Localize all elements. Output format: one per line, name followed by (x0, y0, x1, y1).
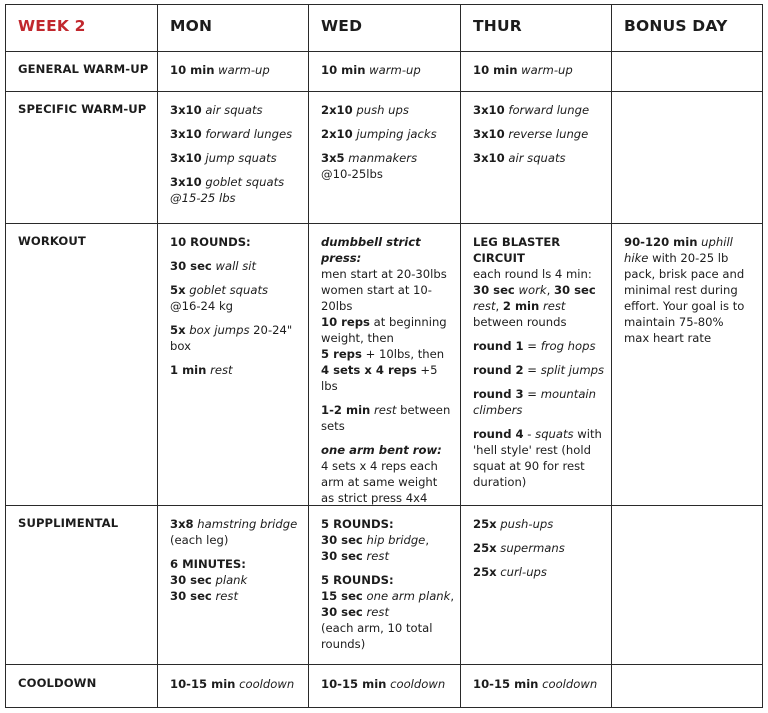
text-run: 90-120 min (624, 235, 698, 249)
cell-paragraph (473, 62, 608, 78)
text-run: press: (321, 251, 362, 265)
cell-supplimental-mon (170, 516, 305, 604)
column-divider (157, 5, 158, 707)
text-run: air squats (504, 151, 566, 165)
cell-paragraph (321, 234, 456, 394)
text-run: - (523, 427, 536, 441)
cell-paragraph (170, 282, 305, 314)
text-run: box jumps (185, 323, 250, 337)
text-run: women start at 10- (321, 283, 432, 297)
cell-paragraph (473, 126, 608, 142)
text-run: push ups (352, 103, 409, 117)
cell-workout-wed (321, 234, 456, 506)
cell-paragraph (170, 234, 305, 250)
text-run: 10 reps (321, 315, 370, 329)
text-run: sets (321, 419, 345, 433)
text-run: rest (362, 549, 389, 563)
text-run: push-ups (496, 517, 554, 531)
cell-paragraph (473, 102, 608, 118)
text-run: reverse lunge (504, 127, 589, 141)
text-run: minimal rest during (624, 283, 738, 297)
text-run: 5 reps (321, 347, 362, 361)
text-run: dumbbell strict (321, 235, 421, 249)
row-divider (6, 91, 762, 92)
row-label-supplimental: SUPPLIMENTAL (18, 516, 119, 530)
text-run: + 10lbs, then (361, 347, 445, 361)
text-run: 4 sets x 4 reps (321, 363, 417, 377)
cell-specific-warmup-thur (473, 102, 608, 166)
text-run: 1-2 min (321, 403, 371, 417)
text-run: squats (535, 427, 574, 441)
row-label-general-warmup: GENERAL WARM-UP (18, 62, 149, 76)
text-run: 5x (170, 323, 186, 337)
cell-paragraph (170, 126, 305, 142)
cell-paragraph (473, 386, 608, 418)
text-run: rest (211, 589, 238, 603)
day-header-wed: WED (321, 17, 363, 35)
cell-paragraph (321, 102, 456, 118)
text-run: 'hell style' rest (hold (473, 443, 591, 457)
text-run: @16-24 kg (170, 299, 234, 313)
cell-paragraph (321, 442, 456, 506)
column-divider (460, 5, 461, 707)
text-run: CIRCUIT (473, 251, 525, 265)
cell-supplimental-thur (473, 516, 608, 580)
text-run: 10 min (170, 63, 215, 77)
cell-paragraph (321, 126, 456, 142)
cell-paragraph (473, 516, 608, 532)
text-run: 3x5 (321, 151, 345, 165)
cell-paragraph (473, 338, 608, 354)
text-run: with 20-25 lb (648, 251, 729, 265)
column-divider (308, 5, 309, 707)
text-run: 30 sec (553, 283, 596, 297)
text-run: 30 sec (170, 259, 212, 273)
text-run: uphill (697, 235, 733, 249)
text-run: warm-up (517, 63, 573, 77)
cell-specific-warmup-wed (321, 102, 456, 182)
text-run: 4 sets x 4 reps each (321, 459, 438, 473)
day-header-thur: THUR (473, 17, 522, 35)
text-run: = (523, 339, 541, 353)
text-run: forward lunges (201, 127, 293, 141)
cell-specific-warmup-mon (170, 102, 305, 206)
text-run: 10-15 min (170, 677, 236, 691)
cell-workout-mon (170, 234, 305, 378)
text-run: manmakers (344, 151, 418, 165)
cell-paragraph (170, 150, 305, 166)
cell-general-warmup-mon (170, 62, 305, 78)
text-run: rest (206, 363, 233, 377)
text-run: LEG BLASTER (473, 235, 561, 249)
text-run: hike (624, 251, 649, 265)
text-run: = (523, 387, 541, 401)
text-run: 25x (473, 541, 497, 555)
text-run: 30 sec (321, 605, 363, 619)
cell-paragraph (170, 62, 305, 78)
text-run: round 4 (473, 427, 524, 441)
text-run: rest (539, 299, 566, 313)
text-run: box (170, 339, 191, 353)
text-run: 2 min (502, 299, 540, 313)
text-run: hamstring bridge (193, 517, 298, 531)
text-run: 3x8 (170, 517, 194, 531)
text-run: 30 sec (321, 533, 363, 547)
text-run: = (523, 363, 541, 377)
cell-paragraph (321, 62, 456, 78)
text-run: work (514, 283, 547, 297)
cell-workout-thur (473, 234, 608, 490)
text-run: 10 ROUNDS: (170, 235, 251, 249)
text-run: hip bridge (362, 533, 426, 547)
text-run: jump squats (201, 151, 277, 165)
text-run: 30 sec (321, 549, 363, 563)
text-run: 30 sec (170, 589, 212, 603)
cell-paragraph (473, 676, 608, 692)
text-run: 20-24" (249, 323, 293, 337)
text-run: @10-25lbs (321, 167, 383, 181)
text-run: @15-25 lbs (170, 191, 236, 205)
text-run: 10 min (321, 63, 366, 77)
cell-workout-bonus (624, 234, 762, 346)
text-run: +5 lbs (321, 363, 438, 393)
text-run: 3x10 (473, 103, 505, 117)
row-divider (6, 664, 762, 665)
text-run: maintain 75-80% (624, 315, 724, 329)
text-run: rest (473, 299, 496, 313)
text-run: round 2 (473, 363, 524, 377)
cell-paragraph (473, 234, 608, 330)
text-run: arm at same weight (321, 475, 438, 489)
cell-paragraph (473, 362, 608, 378)
cell-paragraph (473, 564, 608, 580)
text-run: one arm bent row: (321, 443, 442, 457)
text-run: , (546, 283, 554, 297)
text-run: mountain (540, 387, 596, 401)
text-run: wall sit (211, 259, 257, 273)
text-run: 3x10 (170, 151, 202, 165)
text-run: effort. Your goal is to (624, 299, 745, 313)
column-divider (611, 5, 612, 707)
text-run: cooldown (538, 677, 598, 691)
schedule-table (5, 4, 763, 708)
text-run: cooldown (235, 677, 295, 691)
text-run: 3x10 (473, 127, 505, 141)
cell-paragraph (624, 234, 762, 346)
cell-cooldown-mon (170, 676, 305, 692)
text-run: , (450, 589, 455, 603)
text-run: men start at 20-30lbs (321, 267, 447, 281)
text-run: 30 sec (473, 283, 515, 297)
text-run: plank (211, 573, 248, 587)
text-run: with (573, 427, 602, 441)
row-divider (6, 223, 762, 224)
cell-general-warmup-thur (473, 62, 608, 78)
text-run: one arm plank (362, 589, 451, 603)
cell-cooldown-thur (473, 676, 608, 692)
text-run: split jumps (540, 363, 605, 377)
text-run: as strict press 4x4 (321, 491, 428, 505)
text-run: 3x10 (170, 127, 202, 141)
text-run: 3x10 (473, 151, 505, 165)
text-run: supermans (496, 541, 565, 555)
text-run: (each arm, 10 total (321, 621, 433, 635)
text-run: 10 min (473, 63, 518, 77)
text-run: , (495, 299, 503, 313)
cell-supplimental-wed (321, 516, 456, 652)
text-run: between (396, 403, 451, 417)
cell-paragraph (473, 540, 608, 556)
text-run: 6 MINUTES: (170, 557, 246, 571)
cell-paragraph (170, 322, 305, 354)
text-run: warm-up (214, 63, 270, 77)
text-run: rest (370, 403, 397, 417)
text-run: 3x10 (170, 103, 202, 117)
text-run: air squats (201, 103, 263, 117)
cell-paragraph (170, 102, 305, 118)
text-run: 25x (473, 517, 497, 531)
text-run: round 3 (473, 387, 524, 401)
text-run: 30 sec (170, 573, 212, 587)
text-run: 5 ROUNDS: (321, 517, 394, 531)
cell-paragraph (170, 556, 305, 604)
text-run: 10-15 min (321, 677, 387, 691)
cell-paragraph (473, 150, 608, 166)
cell-paragraph (321, 676, 456, 692)
text-run: squat at 90 for rest (473, 459, 585, 473)
day-header-mon: MON (170, 17, 213, 35)
day-header-bonus: BONUS DAY (624, 17, 728, 35)
text-run: 2x10 (321, 103, 353, 117)
text-run: 5x (170, 283, 186, 297)
cell-paragraph (170, 174, 305, 206)
week-label: WEEK 2 (18, 17, 86, 35)
cell-general-warmup-wed (321, 62, 456, 78)
text-run: goblet squats (185, 283, 269, 297)
text-run: 5 ROUNDS: (321, 573, 394, 587)
text-run: weight, then (321, 331, 394, 345)
cell-paragraph (321, 572, 456, 652)
text-run: (each leg) (170, 533, 229, 547)
text-run: rounds) (321, 637, 366, 651)
text-run: cooldown (386, 677, 446, 691)
cell-paragraph (321, 402, 456, 434)
text-run: at beginning (369, 315, 447, 329)
text-run: 25x (473, 565, 497, 579)
text-run: climbers (473, 403, 523, 417)
cell-paragraph (170, 362, 305, 378)
text-run: round 1 (473, 339, 524, 353)
text-run: duration) (473, 475, 527, 489)
text-run: pack, brisk pace and (624, 267, 745, 281)
text-run: forward lunge (504, 103, 590, 117)
text-run: 15 sec (321, 589, 363, 603)
text-run: 3x10 (170, 175, 202, 189)
text-run: curl-ups (496, 565, 547, 579)
cell-paragraph (321, 516, 456, 564)
text-run: 20lbs (321, 299, 353, 313)
text-run: each round ls 4 min: (473, 267, 592, 281)
text-run: rest (362, 605, 389, 619)
text-run: goblet squats (201, 175, 285, 189)
row-label-cooldown: COOLDOWN (18, 676, 97, 690)
row-label-workout: WORKOUT (18, 234, 86, 248)
cell-paragraph (170, 258, 305, 274)
text-run: frog hops (540, 339, 596, 353)
text-run: 2x10 (321, 127, 353, 141)
text-run: max heart rate (624, 331, 712, 345)
cell-paragraph (473, 426, 608, 490)
cell-cooldown-wed (321, 676, 456, 692)
row-divider (6, 51, 762, 52)
text-run: jumping jacks (352, 127, 437, 141)
text-run: , (425, 533, 429, 547)
row-label-specific-warmup: SPECIFIC WARM-UP (18, 102, 147, 116)
text-run: warm-up (365, 63, 421, 77)
text-run: 10-15 min (473, 677, 539, 691)
text-run: between rounds (473, 315, 567, 329)
cell-paragraph (170, 516, 305, 548)
text-run: 1 min (170, 363, 207, 377)
cell-paragraph (321, 150, 456, 182)
cell-paragraph (170, 676, 305, 692)
